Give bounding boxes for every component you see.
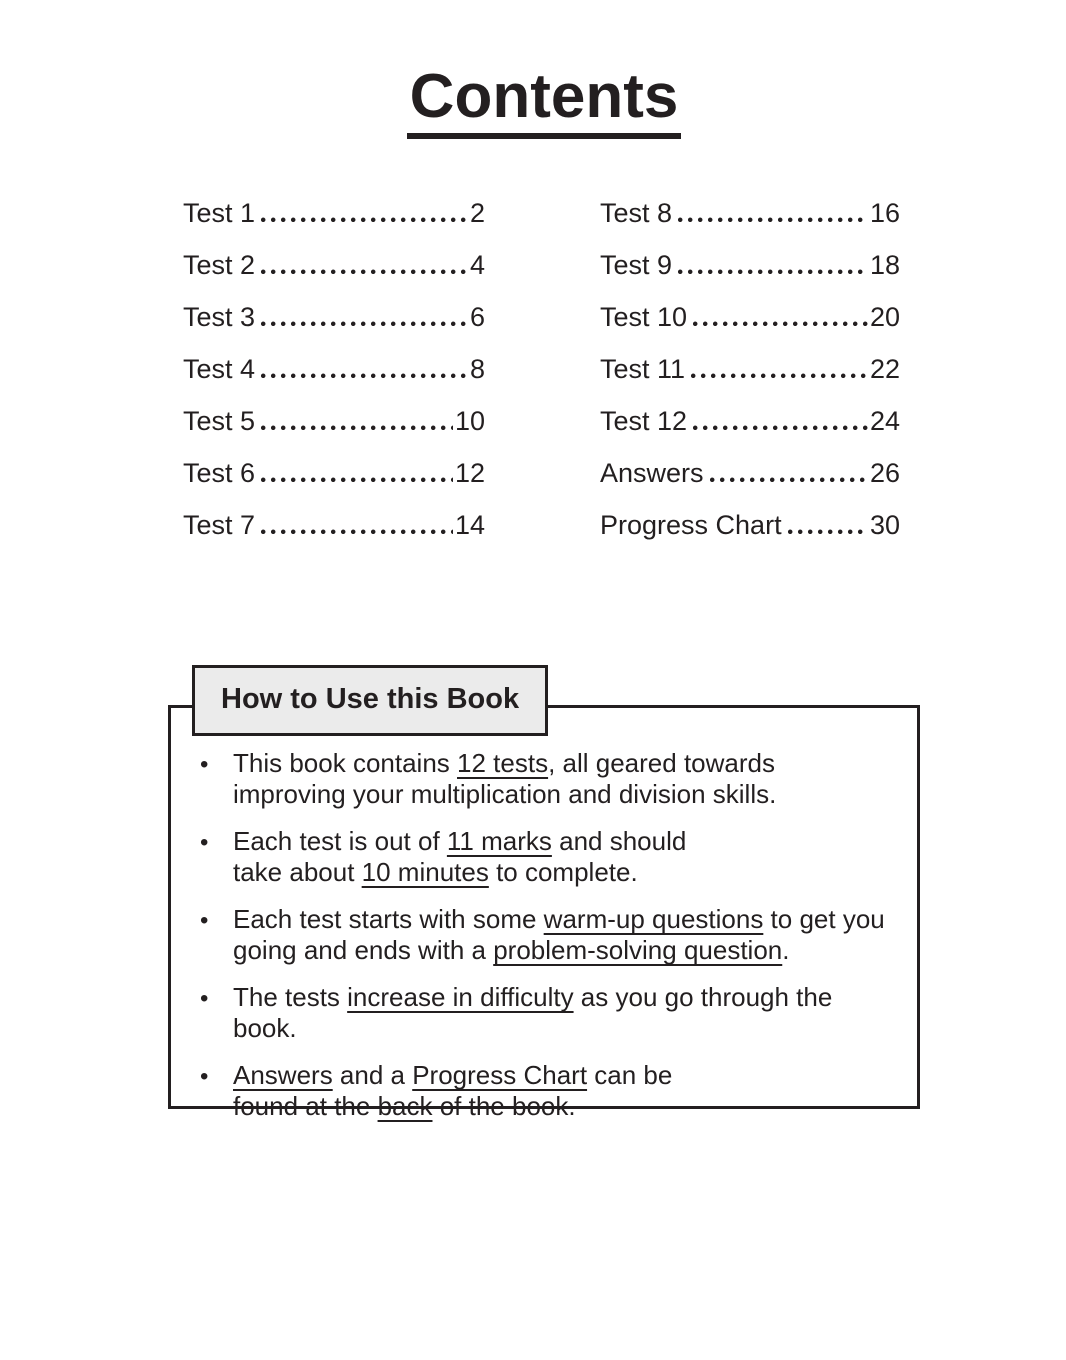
toc-entry-label: Test 2	[183, 250, 256, 280]
toc-entry-page: 14	[454, 510, 485, 540]
dot-leader	[678, 269, 868, 274]
how-to-use-heading: How to Use this Book	[192, 665, 548, 736]
toc-entry	[183, 200, 485, 227]
toc-entry-page: 4	[469, 250, 485, 280]
toc-entry	[600, 200, 900, 227]
text-segment: and a	[332, 1060, 413, 1090]
text-segment: take about	[233, 857, 362, 887]
toc-entry-label: Test 5	[183, 406, 256, 436]
dot-leader	[691, 373, 868, 378]
toc-entry	[600, 408, 900, 435]
text-segment: to complete.	[488, 857, 638, 887]
toc-entry	[183, 356, 485, 383]
toc-entry-page: 12	[454, 458, 485, 488]
text-segment: of the book.	[432, 1091, 576, 1121]
toc-column-left	[183, 200, 485, 564]
text-segment: .	[782, 935, 790, 965]
toc-entry-label: Test 12	[600, 406, 688, 436]
bullet-item	[200, 904, 897, 966]
bullet-marker	[200, 1060, 233, 1122]
underlined-text-segment: Answers	[233, 1060, 333, 1090]
dot-leader	[261, 529, 453, 534]
dot-leader	[261, 425, 453, 430]
page-title-text: Contents	[407, 64, 682, 139]
how-to-use-box	[168, 683, 920, 1121]
page-title	[0, 64, 1066, 139]
text-segment: found at the	[233, 1091, 378, 1121]
text-segment: , all geared towards	[548, 748, 775, 778]
text-segment: This book contains	[233, 748, 458, 778]
underlined-text-segment: Progress Chart	[412, 1060, 588, 1090]
toc-entry-label: Test 4	[183, 354, 256, 384]
toc-entry-label: Test 7	[183, 510, 256, 540]
toc-entry-page: 22	[869, 354, 900, 384]
toc-entry-page: 6	[469, 302, 485, 332]
toc-entry-page: 8	[469, 354, 485, 384]
dot-leader	[261, 373, 468, 378]
toc-column-right	[600, 200, 900, 564]
toc-entry	[600, 356, 900, 383]
bullet-text	[233, 826, 897, 888]
toc-entry-label: Test 8	[600, 198, 673, 228]
toc-entry-page: 2	[469, 198, 485, 228]
underlined-text-segment: increase in difficulty	[347, 982, 574, 1012]
toc-entry-page: 20	[869, 302, 900, 332]
dot-leader	[710, 477, 868, 482]
underlined-text-segment: back	[377, 1091, 433, 1121]
text-segment: going and ends with a	[233, 935, 494, 965]
text-segment: and should	[551, 826, 687, 856]
bullet-text	[233, 904, 897, 966]
bullet-marker	[200, 982, 233, 1044]
how-to-use-bullet-list	[171, 748, 917, 1138]
toc-entry-page: 16	[869, 198, 900, 228]
toc-entry	[183, 460, 485, 487]
bullet-item	[200, 826, 897, 888]
toc-entry-page: 18	[869, 250, 900, 280]
text-segment: Each test starts with some	[233, 904, 544, 934]
underlined-text-segment: 12 tests	[457, 748, 549, 778]
dot-leader	[261, 321, 468, 326]
underlined-text-segment: 11 marks	[446, 826, 552, 856]
text-segment: Each test is out of	[233, 826, 447, 856]
table-of-contents	[183, 200, 900, 564]
toc-entry	[183, 408, 485, 435]
dot-leader	[261, 477, 453, 482]
underlined-text-segment: problem-solving question	[493, 935, 783, 965]
toc-entry	[600, 252, 900, 279]
bullet-marker	[200, 748, 233, 810]
bullet-marker	[200, 904, 233, 966]
toc-entry	[600, 512, 900, 539]
dot-leader	[678, 217, 868, 222]
underlined-text-segment: warm-up questions	[543, 904, 764, 934]
toc-entry-label: Test 10	[600, 302, 688, 332]
toc-entry-page: 10	[454, 406, 485, 436]
text-segment: can be	[587, 1060, 673, 1090]
text-segment: improving your multiplication and division skills.	[233, 779, 777, 809]
toc-entry-page: 30	[869, 510, 900, 540]
text-segment: The tests	[233, 982, 348, 1012]
toc-entry-label: Test 3	[183, 302, 256, 332]
bullet-item	[200, 1060, 897, 1122]
dot-leader	[261, 269, 468, 274]
bullet-marker	[200, 826, 233, 888]
dot-leader	[788, 529, 868, 534]
bullet-text	[233, 982, 897, 1044]
toc-entry-label: Test 9	[600, 250, 673, 280]
toc-entry-label: Test 1	[183, 198, 256, 228]
dot-leader	[693, 425, 868, 430]
toc-entry-label: Test 11	[600, 354, 686, 384]
toc-entry-page: 26	[869, 458, 900, 488]
toc-entry	[600, 304, 900, 331]
text-segment: to get you	[763, 904, 885, 934]
dot-leader	[261, 217, 468, 222]
dot-leader	[693, 321, 868, 326]
bullet-text	[233, 748, 897, 810]
bullet-text	[233, 1060, 897, 1122]
toc-entry	[183, 512, 485, 539]
bullet-item	[200, 748, 897, 810]
toc-entry-label: Answers	[600, 458, 704, 488]
toc-entry	[183, 252, 485, 279]
underlined-text-segment: 10 minutes	[361, 857, 489, 887]
toc-entry-label: Progress Chart	[600, 510, 782, 540]
toc-entry-page: 24	[869, 406, 900, 436]
toc-entry	[183, 304, 485, 331]
toc-entry	[600, 460, 900, 487]
bullet-item	[200, 982, 897, 1044]
toc-entry-label: Test 6	[183, 458, 256, 488]
text-segment: as you go through the book.	[233, 982, 833, 1043]
